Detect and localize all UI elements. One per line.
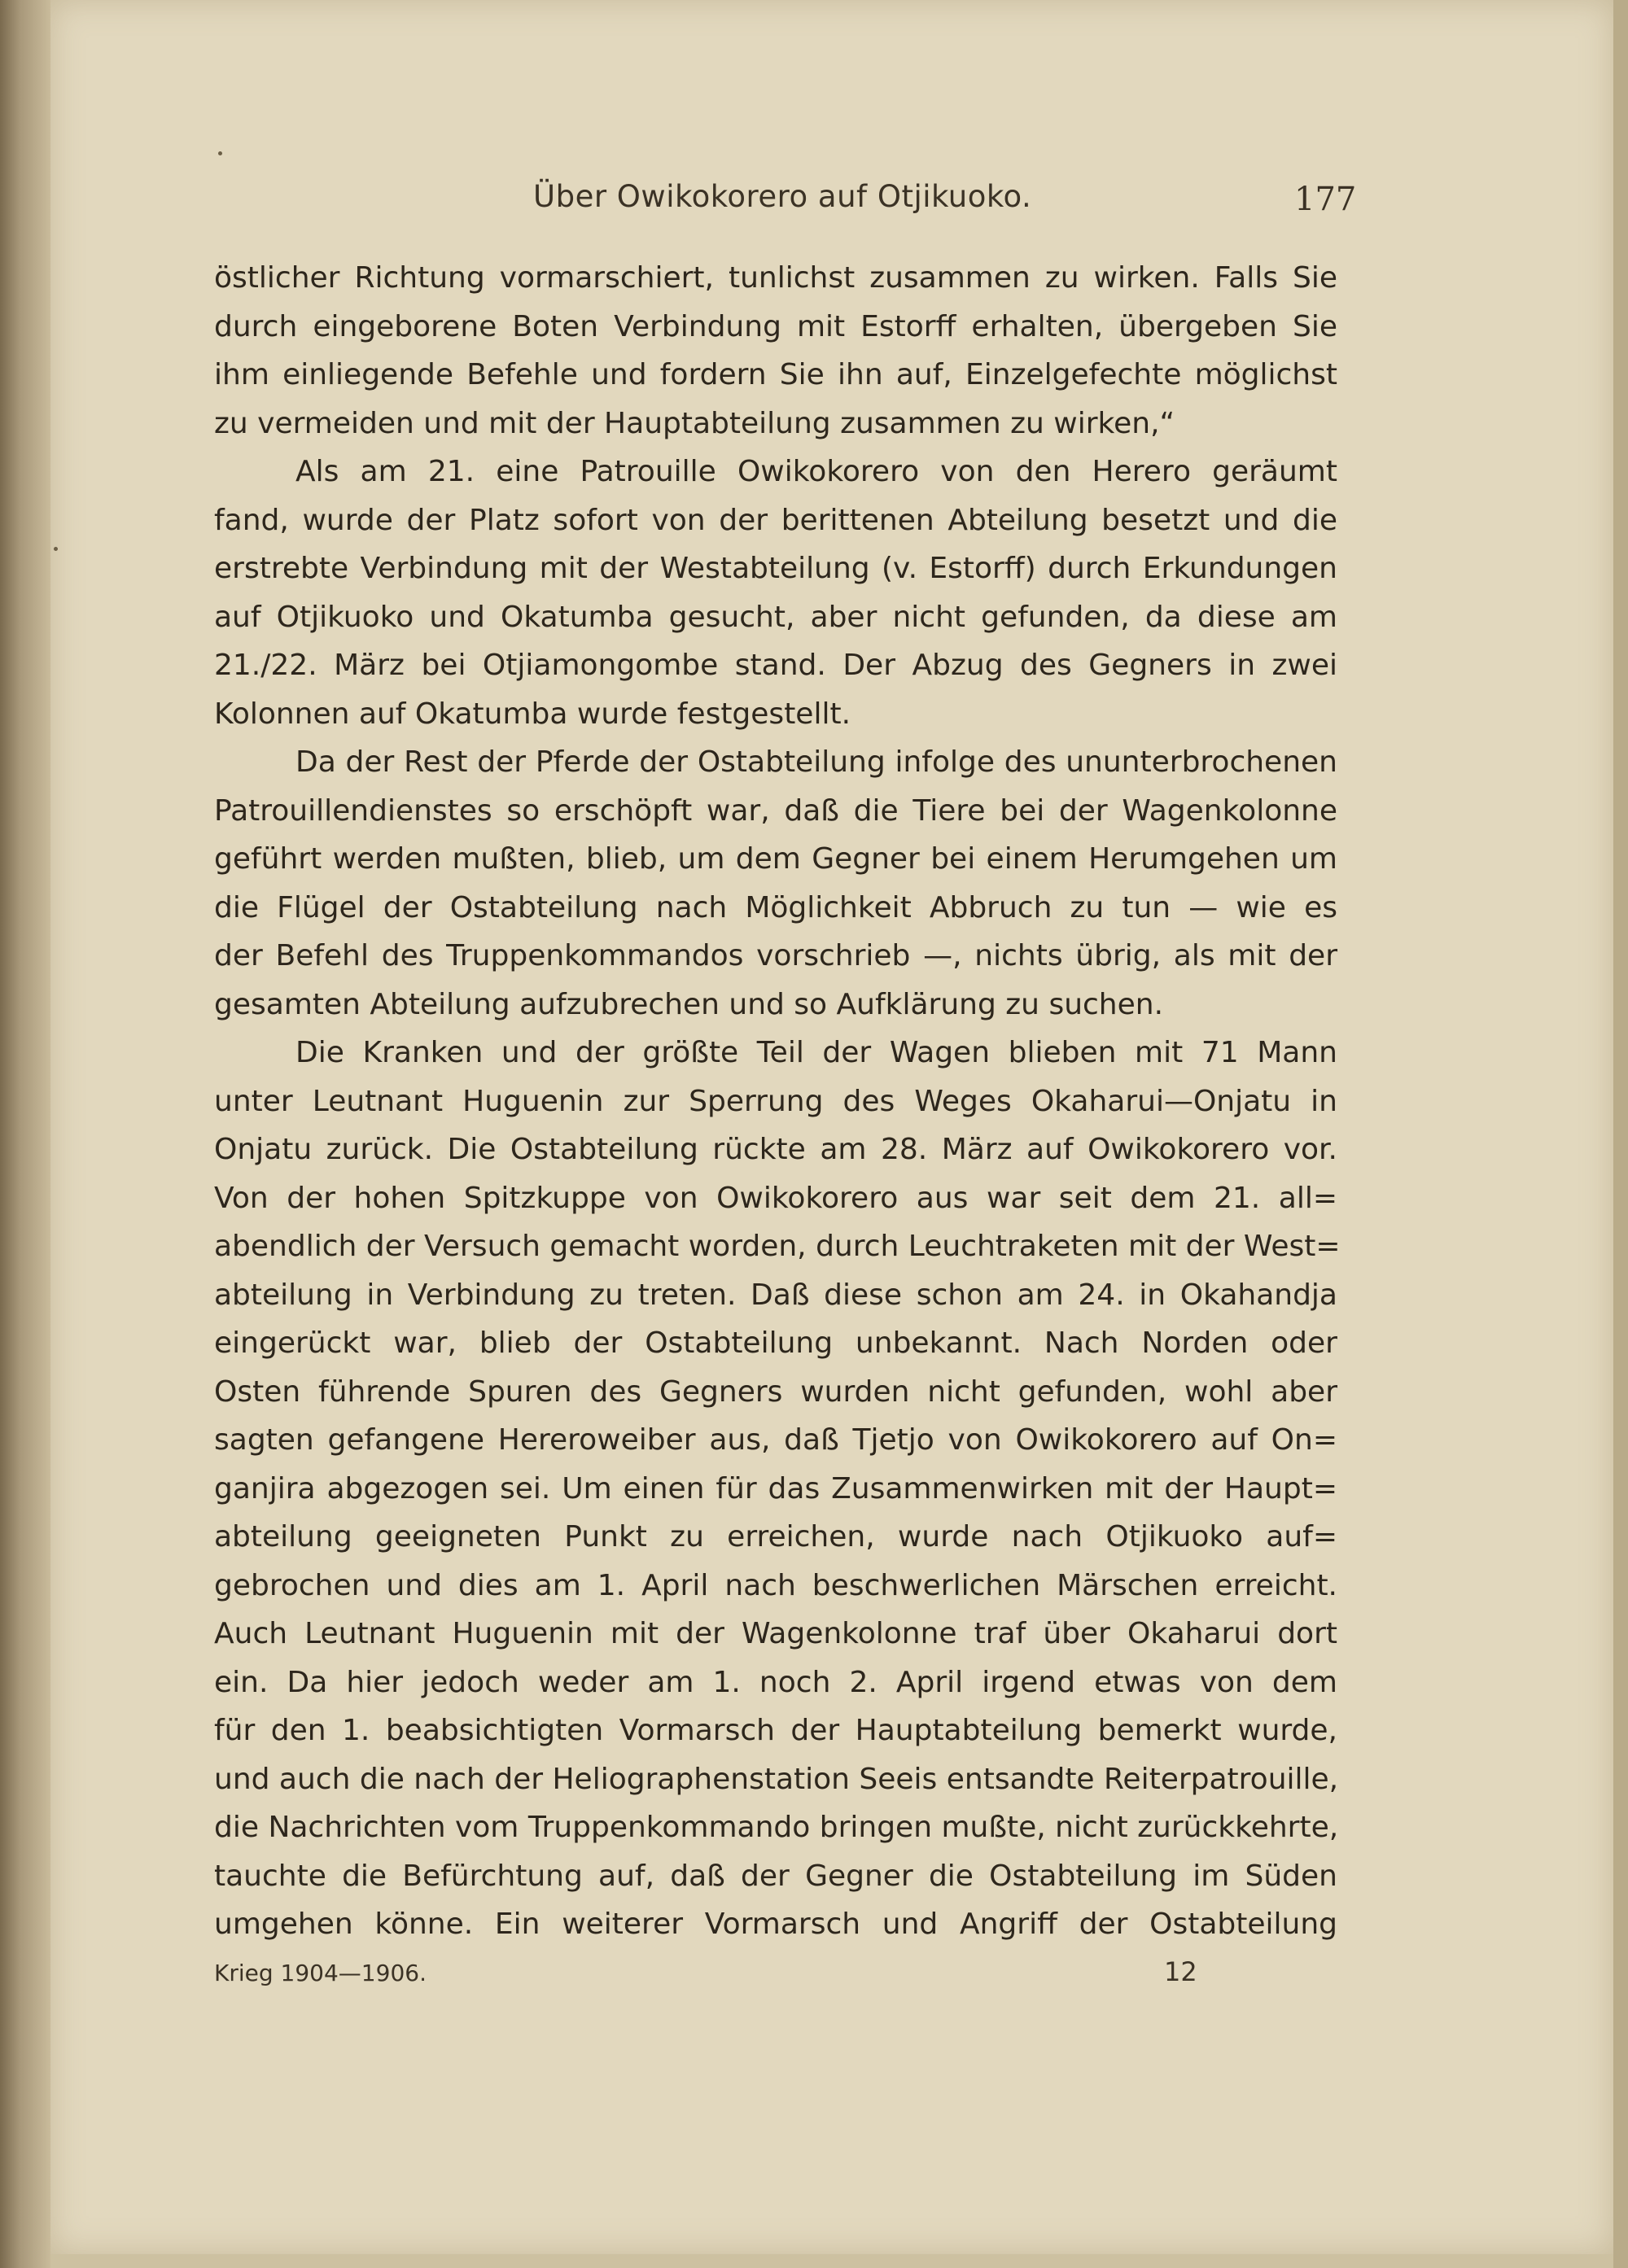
- text-line: 21./22. März bei Otjiamongombe stand. Der Abzug des Gegners in zwei: [214, 649, 1337, 682]
- text-line: für den 1. beabsichtigten Vormarsch der Hauptabteilung bemerkt wurde,: [214, 1714, 1337, 1747]
- text-line: Auch Leutnant Huguenin mit der Wagenkolonne traf über Okaharui dort: [214, 1617, 1337, 1650]
- text-line: Als am 21. eine Patrouille Owikokorero von den Herero geräumt: [295, 455, 1337, 488]
- text-line: östlicher Richtung vormarschiert, tunlichst zusammen zu wirken. Falls Sie: [214, 261, 1337, 295]
- text-line: Da der Rest der Pferde der Ostabteilung infolge des ununterbrochenen: [295, 745, 1337, 779]
- text-line: Von der hohen Spitzkuppe von Owikokorero aus war seit dem 21. all=: [214, 1181, 1337, 1215]
- text-line: zu vermeiden und mit der Hauptabteilung zusammen zu wirken,“: [214, 406, 1175, 440]
- text-line: durch eingeborene Boten Verbindung mit Estorff erhalten, übergeben Sie: [214, 309, 1337, 343]
- sheet-number: 12: [1164, 1956, 1197, 1987]
- text-line: gebrochen und dies am 1. April nach beschwerlichen Märschen erreicht.: [214, 1568, 1337, 1602]
- text-line: umgehen könne. Ein weiterer Vormarsch und Angriff der Ostabteilung: [214, 1907, 1337, 1941]
- text-line: abteilung geeigneten Punkt zu erreichen, wurde nach Otjikuoko auf=: [214, 1520, 1337, 1554]
- text-line: tauchte die Befürchtung auf, daß der Gegner die Ostabteilung im Süden: [214, 1859, 1337, 1893]
- page-number: 177: [1294, 181, 1357, 218]
- text-line: erstrebte Verbindung mit der Westabteilung (v. Estorff) durch Erkundungen: [214, 552, 1337, 585]
- text-line: ganjira abgezogen sei. Um einen für das Zusammenwirken mit der Haupt=: [214, 1471, 1337, 1505]
- text-line: der Befehl des Truppenkommandos vorschrieb —, nichts übrig, als mit der: [214, 939, 1337, 972]
- paper-speck: [218, 151, 222, 155]
- text-line: sagten gefangene Hereroweiber aus, daß Tjetjo von Owikokorero auf On=: [214, 1423, 1337, 1457]
- text-line: Die Kranken und der größte Teil der Wagen blieben mit 71 Mann: [295, 1036, 1337, 1069]
- text-line: abteilung in Verbindung zu treten. Daß diese schon am 24. in Okahandja: [214, 1278, 1337, 1312]
- text-line: die Flügel der Ostabteilung nach Möglichkeit Abbruch zu tun — wie es: [214, 890, 1337, 924]
- text-line: die Nachrichten vom Truppenkommando bringen mußte, nicht zurückkehrte,: [214, 1811, 1339, 1844]
- text-line: gesamten Abteilung aufzubrechen und so Aufklärung zu suchen.: [214, 987, 1164, 1021]
- page-right-edge: [1613, 0, 1628, 2268]
- text-line: geführt werden mußten, blieb, um dem Gegner bei einem Herumgehen um: [214, 842, 1337, 876]
- body-text: [214, 254, 1341, 1949]
- text-line: eingerückt war, blieb der Ostabteilung unbekannt. Nach Norden oder: [214, 1326, 1337, 1360]
- text-line: Patrouillendienstes so erschöpft war, daß die Tiere bei der Wagenkolonne: [214, 793, 1337, 828]
- text-line: unter Leutnant Huguenin zur Sperrung des Weges Okaharui—Onjatu in: [214, 1084, 1337, 1118]
- text-line: abendlich der Versuch gemacht worden, durch Leuchtraketen mit der West=: [214, 1230, 1341, 1263]
- signature-mark: Krieg 1904—1906.: [214, 1960, 427, 1986]
- running-head-title: Über Owikokorero auf Otjikuoko.: [533, 179, 1032, 214]
- text-line: Onjatu zurück. Die Ostabteilung rückte am 28. März auf Owikokorero vor.: [214, 1133, 1337, 1166]
- text-line: Osten führende Spuren des Gegners wurden nicht gefunden, wohl aber: [214, 1374, 1337, 1409]
- paper-speck: [54, 547, 58, 551]
- text-line: und auch die nach der Heliographenstation Seeis entsandte Reiterpatrouille,: [214, 1762, 1339, 1796]
- text-line: Kolonnen auf Okatumba wurde festgestellt.: [214, 697, 851, 731]
- text-line: auf Otjikuoko und Okatumba gesucht, aber nicht gefunden, da diese am: [214, 600, 1337, 634]
- text-line: fand, wurde der Platz sofort von der berittenen Abteilung besetzt und die: [214, 503, 1337, 537]
- text-line: ihm einliegende Befehle und fordern Sie ihn auf, Einzelgefechte möglichst: [214, 358, 1337, 391]
- text-line: ein. Da hier jedoch weder am 1. noch 2. April irgend etwas von dem: [214, 1665, 1337, 1699]
- book-binding-edge: [0, 0, 50, 2268]
